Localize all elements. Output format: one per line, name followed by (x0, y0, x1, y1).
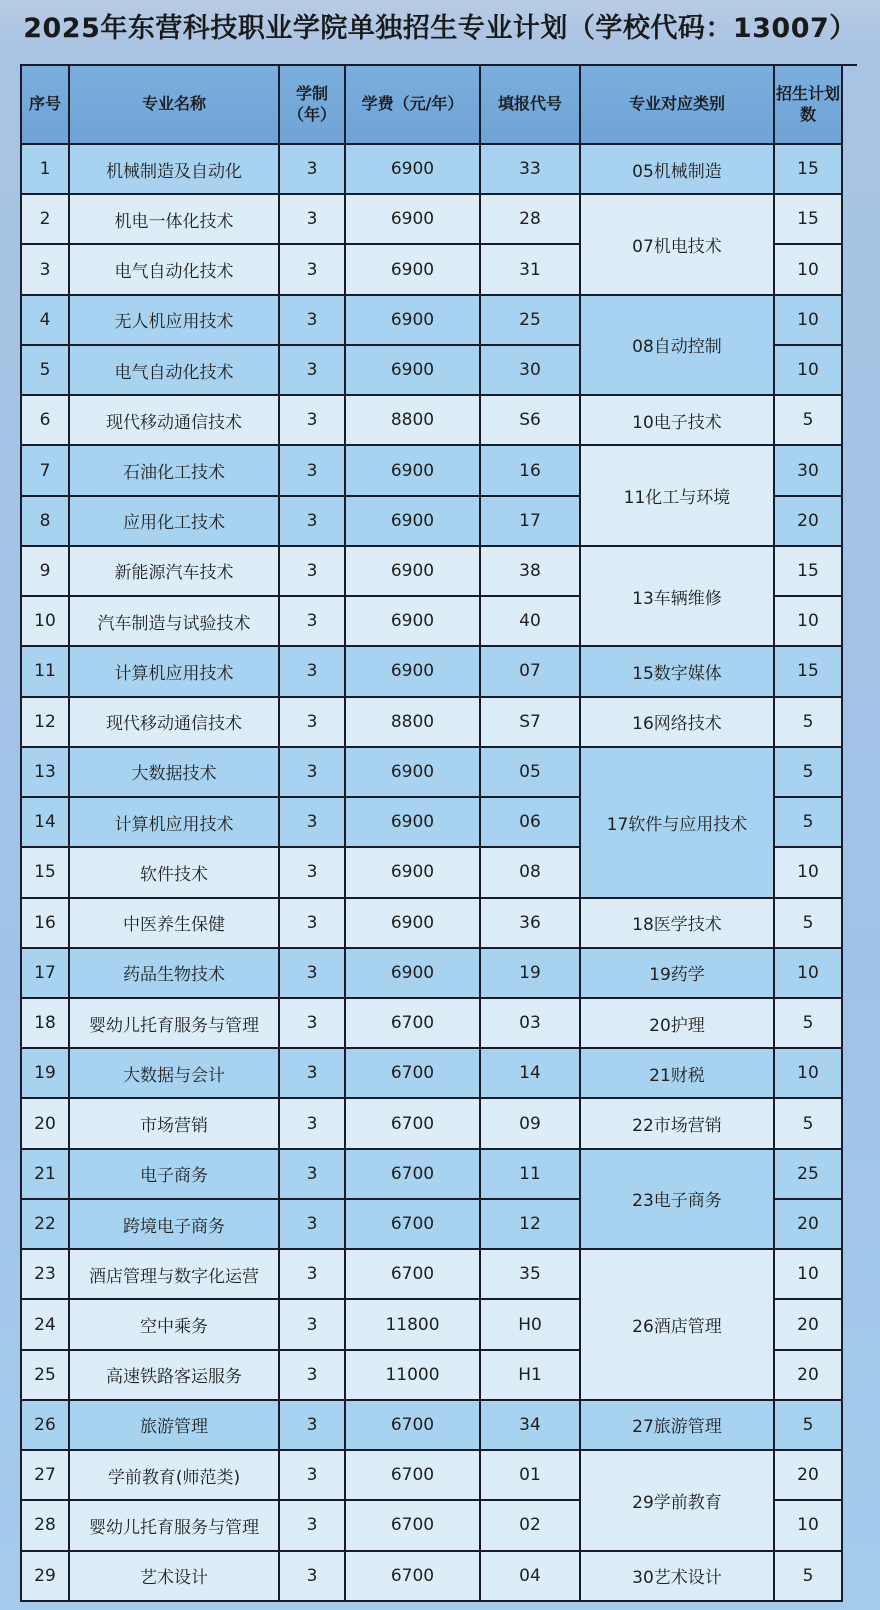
row-fee: 8800 (346, 396, 481, 446)
row-fee: 6900 (346, 346, 481, 396)
row-quota: 20 (775, 1451, 843, 1501)
row-no: 27 (22, 1451, 70, 1501)
row-code: 40 (481, 597, 581, 647)
row-fee: 6900 (346, 195, 481, 245)
row-quota: 15 (775, 647, 843, 697)
row-years: 3 (280, 1552, 346, 1602)
row-years: 3 (280, 1150, 346, 1200)
row-no: 16 (22, 899, 70, 949)
row-major-name: 现代移动通信技术 (70, 698, 280, 748)
row-major-name: 机电一体化技术 (70, 195, 280, 245)
row-quota: 5 (775, 899, 843, 949)
row-no: 2 (22, 195, 70, 245)
row-no: 20 (22, 1099, 70, 1149)
row-major-name: 艺术设计 (70, 1552, 280, 1602)
enrollment-plan-table (20, 64, 857, 1602)
row-code: 08 (481, 848, 581, 898)
row-years: 3 (280, 1300, 346, 1350)
row-code: S6 (481, 396, 581, 446)
row-code: 04 (481, 1552, 581, 1602)
row-fee: 11800 (346, 1300, 481, 1350)
header-category: 专业对应类别 (581, 66, 775, 145)
row-code: 31 (481, 245, 581, 295)
row-years: 3 (280, 1099, 346, 1149)
category-cell: 29学前教育 (581, 1451, 775, 1551)
header-no: 序号 (22, 66, 70, 145)
row-quota: 5 (775, 1401, 843, 1451)
row-major-name: 旅游管理 (70, 1401, 280, 1451)
row-no: 28 (22, 1501, 70, 1551)
row-years: 3 (280, 195, 346, 245)
header-fee: 学费（元/年） (346, 66, 481, 145)
row-no: 9 (22, 547, 70, 597)
row-quota: 5 (775, 798, 843, 848)
row-no: 17 (22, 949, 70, 999)
row-fee: 11000 (346, 1351, 481, 1401)
row-no: 24 (22, 1300, 70, 1350)
row-code: 35 (481, 1250, 581, 1300)
row-quota: 5 (775, 698, 843, 748)
row-fee: 6900 (346, 798, 481, 848)
row-fee: 6900 (346, 597, 481, 647)
row-quota: 15 (775, 547, 843, 597)
row-quota: 10 (775, 1501, 843, 1551)
row-years: 3 (280, 245, 346, 295)
row-no: 1 (22, 145, 70, 195)
row-major-name: 石油化工技术 (70, 446, 280, 496)
row-no: 25 (22, 1351, 70, 1401)
row-no: 14 (22, 798, 70, 848)
row-no: 18 (22, 999, 70, 1049)
row-fee: 6900 (346, 949, 481, 999)
category-cell: 07机电技术 (581, 195, 775, 295)
row-fee: 8800 (346, 698, 481, 748)
row-quota: 20 (775, 1351, 843, 1401)
row-major-name: 软件技术 (70, 848, 280, 898)
row-major-name: 空中乘务 (70, 1300, 280, 1350)
row-fee: 6900 (346, 296, 481, 346)
row-major-name: 无人机应用技术 (70, 296, 280, 346)
row-code: 03 (481, 999, 581, 1049)
row-code: 05 (481, 748, 581, 798)
row-quota: 20 (775, 1300, 843, 1350)
category-cell: 05机械制造 (581, 145, 775, 195)
row-no: 22 (22, 1200, 70, 1250)
header-code: 填报代号 (481, 66, 581, 145)
row-years: 3 (280, 1200, 346, 1250)
row-fee: 6900 (346, 899, 481, 949)
row-code: 06 (481, 798, 581, 848)
row-years: 3 (280, 597, 346, 647)
row-quota: 10 (775, 296, 843, 346)
row-years: 3 (280, 798, 346, 848)
row-code: 12 (481, 1200, 581, 1250)
row-code: H0 (481, 1300, 581, 1350)
row-fee: 6700 (346, 1401, 481, 1451)
row-code: 11 (481, 1150, 581, 1200)
row-years: 3 (280, 497, 346, 547)
row-code: 07 (481, 647, 581, 697)
row-no: 29 (22, 1552, 70, 1602)
row-quota: 10 (775, 597, 843, 647)
category-cell: 11化工与环境 (581, 446, 775, 546)
row-quota: 5 (775, 396, 843, 446)
row-fee: 6700 (346, 1250, 481, 1300)
category-cell: 21财税 (581, 1049, 775, 1099)
row-years: 3 (280, 1250, 346, 1300)
row-major-name: 电气自动化技术 (70, 245, 280, 295)
row-quota: 5 (775, 1099, 843, 1149)
row-no: 19 (22, 1049, 70, 1099)
row-years: 3 (280, 848, 346, 898)
row-no: 13 (22, 748, 70, 798)
row-years: 3 (280, 647, 346, 697)
row-code: 33 (481, 145, 581, 195)
row-fee: 6900 (346, 446, 481, 496)
row-fee: 6900 (346, 245, 481, 295)
row-major-name: 汽车制造与试验技术 (70, 597, 280, 647)
row-code: H1 (481, 1351, 581, 1401)
row-major-name: 婴幼儿托育服务与管理 (70, 1501, 280, 1551)
row-fee: 6900 (346, 497, 481, 547)
row-fee: 6900 (346, 848, 481, 898)
row-no: 10 (22, 597, 70, 647)
category-cell: 13车辆维修 (581, 547, 775, 647)
row-fee: 6900 (346, 748, 481, 798)
row-major-name: 电子商务 (70, 1150, 280, 1200)
row-years: 3 (280, 1451, 346, 1501)
row-years: 3 (280, 547, 346, 597)
row-years: 3 (280, 396, 346, 446)
row-fee: 6700 (346, 999, 481, 1049)
row-fee: 6700 (346, 1049, 481, 1099)
row-years: 3 (280, 296, 346, 346)
row-quota: 15 (775, 145, 843, 195)
row-no: 26 (22, 1401, 70, 1451)
row-major-name: 市场营销 (70, 1099, 280, 1149)
row-code: 36 (481, 899, 581, 949)
row-code: 30 (481, 346, 581, 396)
row-fee: 6700 (346, 1552, 481, 1602)
row-major-name: 应用化工技术 (70, 497, 280, 547)
row-fee: 6700 (346, 1099, 481, 1149)
row-major-name: 新能源汽车技术 (70, 547, 280, 597)
row-years: 3 (280, 999, 346, 1049)
row-quota: 5 (775, 999, 843, 1049)
category-cell: 20护理 (581, 999, 775, 1049)
row-major-name: 学前教育(师范类) (70, 1451, 280, 1501)
row-code: 38 (481, 547, 581, 597)
row-years: 3 (280, 1501, 346, 1551)
category-cell: 16网络技术 (581, 698, 775, 748)
row-major-name: 电气自动化技术 (70, 346, 280, 396)
category-cell: 17软件与应用技术 (581, 748, 775, 899)
row-years: 3 (280, 748, 346, 798)
row-code: 25 (481, 296, 581, 346)
row-code: S7 (481, 698, 581, 748)
row-major-name: 酒店管理与数字化运营 (70, 1250, 280, 1300)
row-code: 14 (481, 1049, 581, 1099)
row-years: 3 (280, 949, 346, 999)
row-no: 8 (22, 497, 70, 547)
row-quota: 25 (775, 1150, 843, 1200)
category-cell: 10电子技术 (581, 396, 775, 446)
category-cell: 30艺术设计 (581, 1552, 775, 1602)
row-no: 6 (22, 396, 70, 446)
category-cell: 08自动控制 (581, 296, 775, 396)
row-code: 34 (481, 1401, 581, 1451)
row-major-name: 高速铁路客运服务 (70, 1351, 280, 1401)
category-cell: 27旅游管理 (581, 1401, 775, 1451)
row-major-name: 婴幼儿托育服务与管理 (70, 999, 280, 1049)
row-quota: 10 (775, 346, 843, 396)
row-major-name: 跨境电子商务 (70, 1200, 280, 1250)
row-major-name: 现代移动通信技术 (70, 396, 280, 446)
row-no: 3 (22, 245, 70, 295)
row-years: 3 (280, 899, 346, 949)
category-cell: 18医学技术 (581, 899, 775, 949)
row-years: 3 (280, 1049, 346, 1099)
category-cell: 19药学 (581, 949, 775, 999)
row-code: 09 (481, 1099, 581, 1149)
row-quota: 5 (775, 1552, 843, 1602)
row-no: 5 (22, 346, 70, 396)
row-quota: 10 (775, 949, 843, 999)
row-code: 28 (481, 195, 581, 245)
row-major-name: 大数据与会计 (70, 1049, 280, 1099)
category-cell: 26酒店管理 (581, 1250, 775, 1401)
header-major-name: 专业名称 (70, 66, 280, 145)
row-quota: 20 (775, 1200, 843, 1250)
row-major-name: 机械制造及自动化 (70, 145, 280, 195)
row-years: 3 (280, 698, 346, 748)
row-quota: 15 (775, 195, 843, 245)
category-cell: 23电子商务 (581, 1150, 775, 1250)
row-quota: 5 (775, 748, 843, 798)
row-quota: 10 (775, 848, 843, 898)
row-fee: 6700 (346, 1150, 481, 1200)
header-years: 学制（年） (280, 66, 346, 145)
row-fee: 6700 (346, 1501, 481, 1551)
row-no: 15 (22, 848, 70, 898)
row-years: 3 (280, 1351, 346, 1401)
row-quota: 20 (775, 497, 843, 547)
row-major-name: 中医养生保健 (70, 899, 280, 949)
row-no: 21 (22, 1150, 70, 1200)
row-years: 3 (280, 145, 346, 195)
row-no: 23 (22, 1250, 70, 1300)
row-major-name: 计算机应用技术 (70, 798, 280, 848)
row-fee: 6900 (346, 145, 481, 195)
row-major-name: 药品生物技术 (70, 949, 280, 999)
row-code: 01 (481, 1451, 581, 1501)
row-fee: 6700 (346, 1200, 481, 1250)
category-cell: 22市场营销 (581, 1099, 775, 1149)
row-no: 4 (22, 296, 70, 346)
row-major-name: 计算机应用技术 (70, 647, 280, 697)
row-code: 02 (481, 1501, 581, 1551)
row-quota: 10 (775, 1049, 843, 1099)
row-quota: 10 (775, 1250, 843, 1300)
row-fee: 6900 (346, 547, 481, 597)
row-years: 3 (280, 346, 346, 396)
row-years: 3 (280, 1401, 346, 1451)
row-years: 3 (280, 446, 346, 496)
row-code: 16 (481, 446, 581, 496)
row-fee: 6700 (346, 1451, 481, 1501)
row-quota: 30 (775, 446, 843, 496)
row-code: 17 (481, 497, 581, 547)
row-no: 7 (22, 446, 70, 496)
row-no: 12 (22, 698, 70, 748)
header-quota: 招生计划数 (775, 66, 843, 145)
row-no: 11 (22, 647, 70, 697)
row-quota: 10 (775, 245, 843, 295)
row-major-name: 大数据技术 (70, 748, 280, 798)
row-fee: 6900 (346, 647, 481, 697)
page-title: 2025年东营科技职业学院单独招生专业计划（学校代码：13007） (23, 12, 857, 44)
row-code: 19 (481, 949, 581, 999)
category-cell: 15数字媒体 (581, 647, 775, 697)
